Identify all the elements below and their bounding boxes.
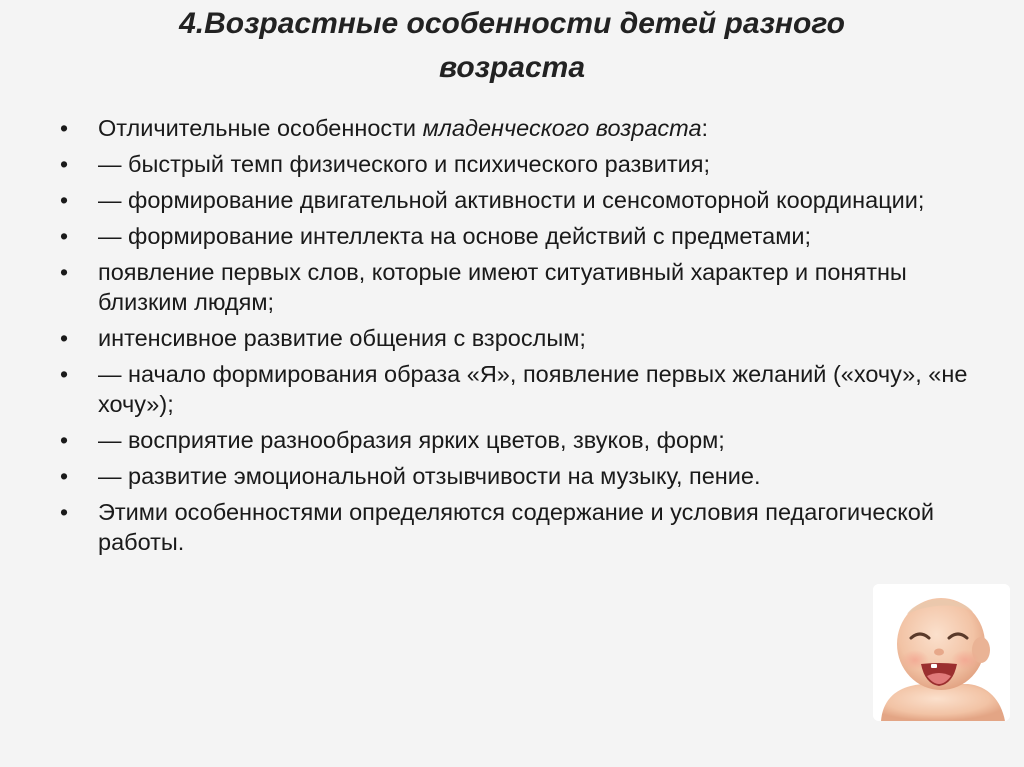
- slide-title: [60, 2, 964, 90]
- title-line-2: возраста: [438, 51, 586, 84]
- list-item-text: — формирование интеллекта на основе действий с предметами;: [98, 223, 812, 249]
- bullet-icon: •: [60, 115, 69, 141]
- bullet-icon: •: [60, 499, 69, 525]
- bullet-list: [58, 113, 998, 563]
- list-item-text: появление первых слов, которые имеют ситуативный характер и понятны близким людям;: [98, 259, 907, 315]
- list-item-emphasis: младенческого возраста: [422, 115, 702, 141]
- list-item-text: — развитие эмоциональной отзывчивости на музыку, пение.: [98, 463, 761, 489]
- bullet-icon: •: [60, 151, 69, 177]
- list-item-text: — формирование двигательной активности и сенсомоторной координации;: [98, 187, 925, 213]
- bullet-icon: •: [60, 187, 69, 213]
- bullet-icon: •: [60, 259, 69, 285]
- bullet-icon: •: [60, 325, 69, 351]
- bullet-icon: •: [60, 427, 69, 453]
- list-item: [58, 185, 998, 215]
- list-item: [58, 425, 998, 455]
- list-item: [58, 359, 998, 419]
- title-line-1: 4.Возрастные особенности детей разного: [179, 7, 845, 40]
- list-item: [58, 113, 998, 143]
- list-item: [58, 461, 998, 491]
- list-item-text: Этими особенностями определяются содержание и условия педагогической работы.: [98, 499, 934, 555]
- list-item: [58, 323, 998, 353]
- bullet-icon: •: [60, 463, 69, 489]
- list-item-text: — восприятие разнообразия ярких цветов, звуков, форм;: [98, 427, 725, 453]
- list-item: [58, 497, 998, 557]
- bullet-icon: •: [60, 223, 69, 249]
- baby-photo: [873, 584, 1010, 721]
- list-item: [58, 221, 998, 251]
- list-item-text: — начало формирования образа «Я», появление первых желаний («хочу», «не хочу»);: [98, 361, 968, 417]
- bullet-icon: •: [60, 361, 69, 387]
- laughing-baby-illustration: [873, 584, 1010, 721]
- list-item-suffix: :: [701, 115, 709, 141]
- list-item-text: — быстрый темп физического и психического развития;: [98, 151, 711, 177]
- list-item-text: Отличительные особенности: [98, 115, 423, 141]
- list-item: [58, 257, 998, 317]
- list-item: [58, 149, 998, 179]
- list-item-text: интенсивное развитие общения с взрослым;: [98, 325, 586, 351]
